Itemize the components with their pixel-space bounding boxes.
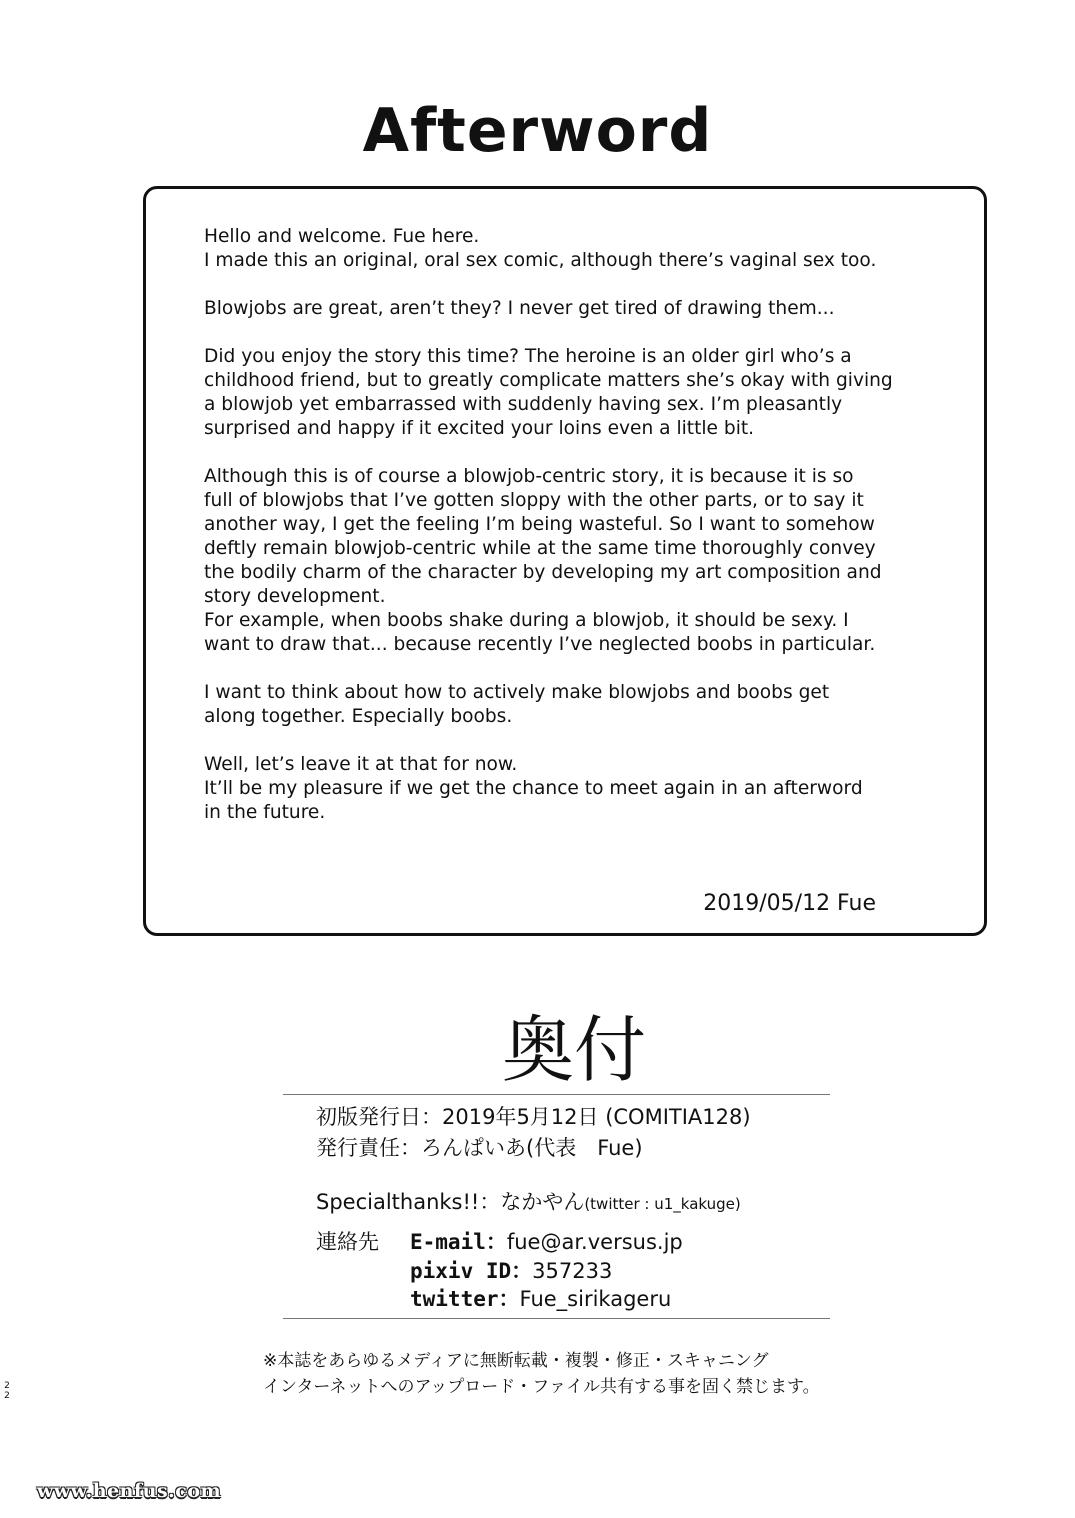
twitter-value: Fue_sirikageru	[519, 1287, 672, 1311]
afterword-line: want to draw that... because recently I’ve neglected boobs in particular.	[204, 634, 876, 655]
afterword-paragraph	[204, 681, 964, 729]
watermark: www.henfus.com	[37, 1480, 222, 1502]
afterword-line: For example, when boobs shake during a blowjob, it should be sexy. I	[204, 610, 849, 631]
twitter-label: twitter：	[410, 1287, 520, 1311]
page-number: 2 2	[4, 1381, 10, 1401]
afterword-line: Although this is of course a blowjob-centric story, it is because it is so	[204, 466, 854, 487]
email-label: E-mail：	[410, 1230, 507, 1254]
notice-line-1: ※本誌をあらゆるメディアに無断転載・複製・修正・スキャニング	[263, 1351, 769, 1371]
email-line	[410, 1226, 683, 1256]
publisher-line: 発行責任：ろんぱいあ(代表 Fue)	[316, 1136, 643, 1160]
pixiv-line	[410, 1255, 612, 1285]
colophon-title: 奥付	[502, 1008, 647, 1092]
afterword-line: I want to think about how to actively make blowjobs and boobs get	[204, 682, 830, 703]
notice-line-2: インターネットへのアップロード・ファイル共有する事を固く禁じます。	[263, 1377, 820, 1397]
afterword-line: deftly remain blowjob-centric while at the same time thoroughly convey	[204, 538, 876, 559]
email-value: fue@ar.versus.jp	[506, 1230, 683, 1254]
afterword-line: Hello and welcome. Fue here.	[204, 226, 480, 247]
afterword-line: Did you enjoy the story this time? The heroine is an older girl who’s a	[204, 346, 852, 367]
first-edition-line: 初版発行日：2019年5月12日 (COMITIA128)	[316, 1105, 751, 1129]
special-thanks-text: Specialthanks!!：なかやん	[316, 1190, 585, 1214]
afterword-line: It’ll be my pleasure if we get the chance to meet again in an afterword	[204, 778, 863, 799]
afterword-line: the bodily charm of the character by developing my art composition and	[204, 562, 882, 583]
afterword-paragraph	[204, 225, 964, 273]
afterword-body	[204, 225, 964, 849]
pixiv-label: pixiv ID：	[410, 1259, 533, 1283]
special-thanks-twitter: (twitter : u1_kakuge)	[584, 1195, 741, 1213]
afterword-line: a blowjob yet embarrassed with suddenly having sex. I’m pleasantly	[204, 394, 843, 415]
afterword-line: in the future.	[204, 802, 326, 823]
afterword-line: another way, I get the feeling I’m being wasteful. So I want to somehow	[204, 514, 875, 535]
afterword-line: story development.	[204, 586, 386, 607]
afterword-paragraph	[204, 345, 964, 441]
afterword-paragraph	[204, 753, 964, 825]
colophon-bottom-rule	[283, 1318, 830, 1319]
afterword-signature: 2019/05/12 Fue	[703, 891, 876, 916]
afterword-title: Afterword	[362, 96, 713, 166]
twitter-line	[410, 1283, 671, 1313]
afterword-box	[143, 186, 987, 936]
afterword-line: Blowjobs are great, aren’t they? I never get tired of drawing them...	[204, 298, 835, 319]
afterword-line: surprised and happy if it excited your loins even a little bit.	[204, 418, 755, 439]
afterword-line: I made this an original, oral sex comic, although there’s vaginal sex too.	[204, 250, 877, 271]
afterword-line: along together. Especially boobs.	[204, 706, 513, 727]
contact-label: 連絡先	[316, 1230, 379, 1254]
afterword-line: full of blowjobs that I’ve gotten sloppy with the other parts, or to say it	[204, 490, 864, 511]
afterword-line: Well, let’s leave it at that for now.	[204, 754, 518, 775]
pixiv-value: 357233	[532, 1259, 613, 1283]
afterword-paragraph	[204, 465, 964, 657]
special-thanks-line	[316, 1186, 741, 1216]
colophon-top-rule	[283, 1094, 830, 1095]
afterword-paragraph	[204, 297, 964, 321]
afterword-line: childhood friend, but to greatly complicate matters she’s okay with giving	[204, 370, 893, 391]
